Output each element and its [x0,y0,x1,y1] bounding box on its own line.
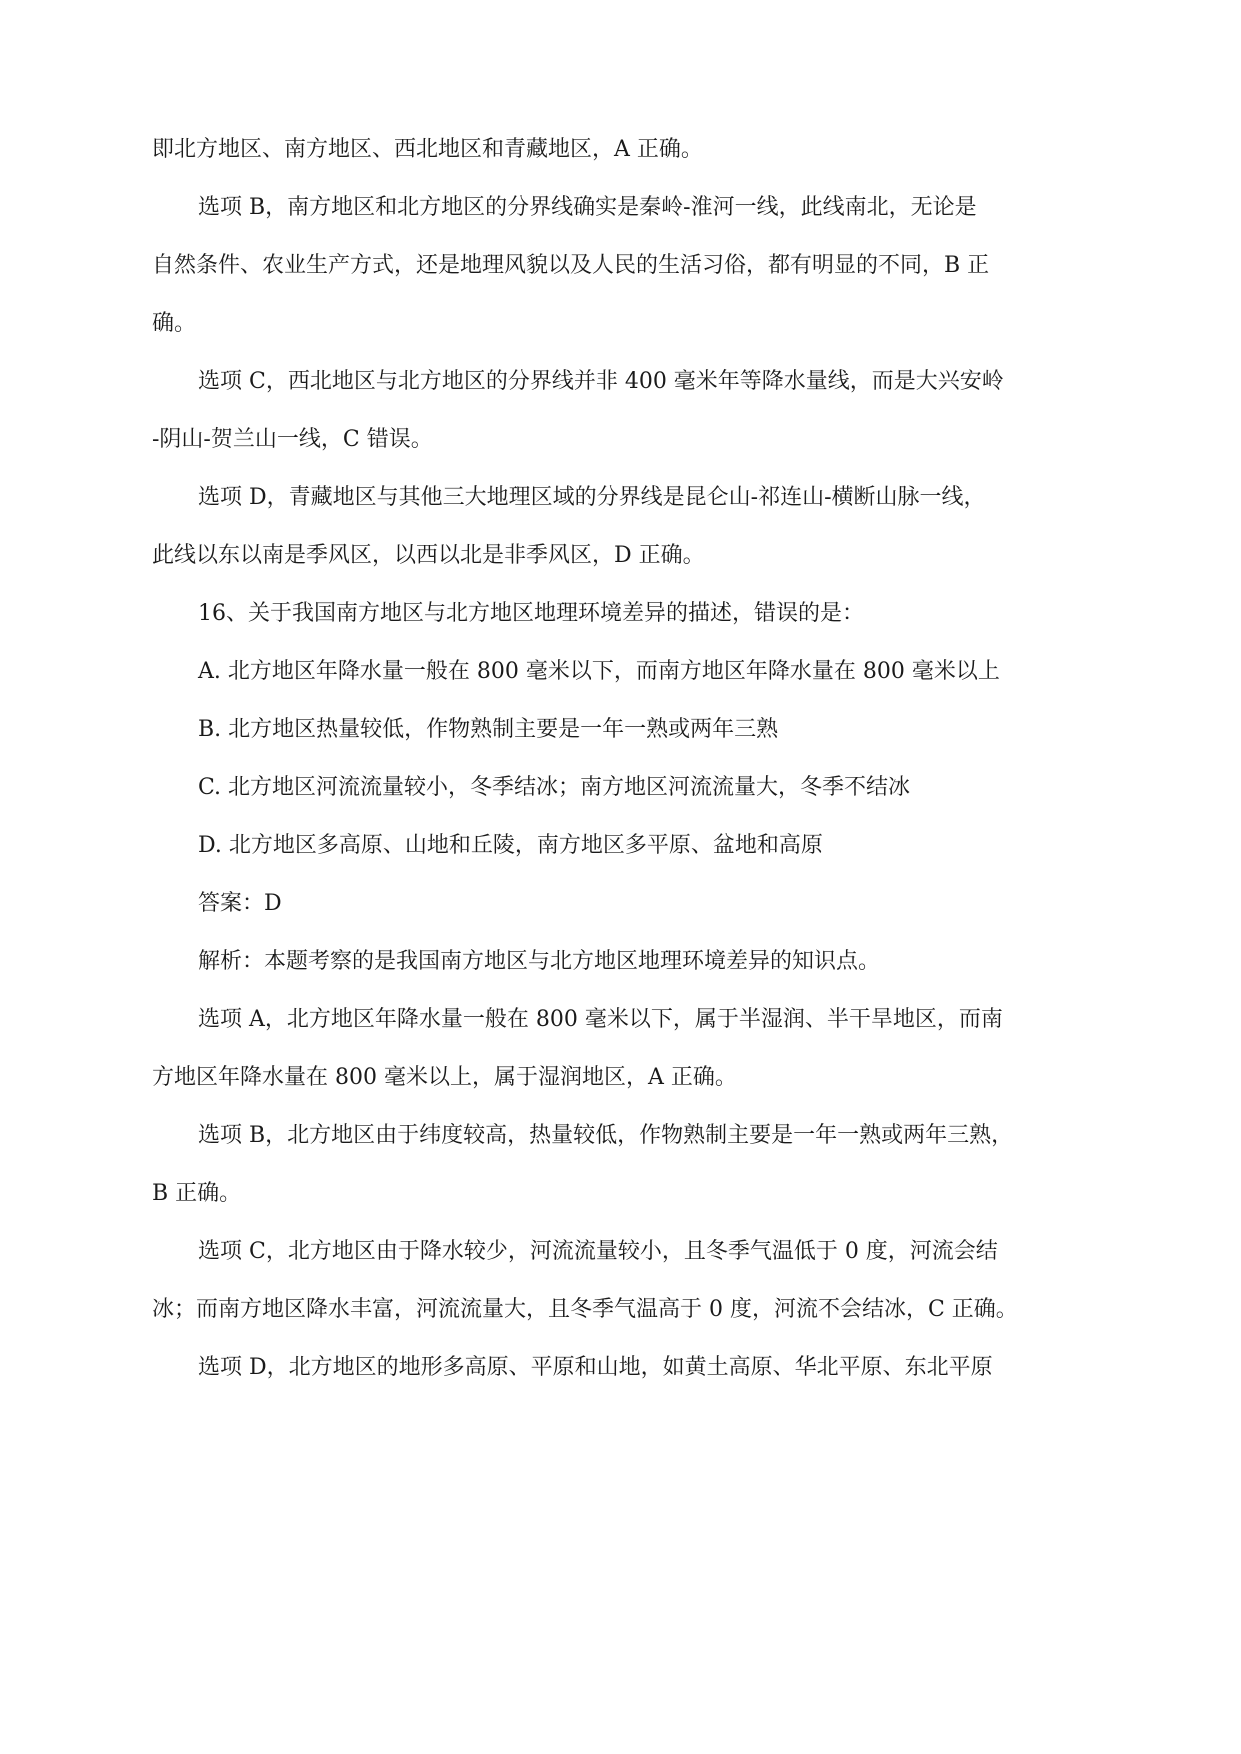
paragraph-line: 选项 B，南方地区和北方地区的分界线确实是秦岭-淮河一线，此线南北，无论是 [198,195,977,220]
paragraph-line: 选项 C，北方地区由于降水较少，河流流量较小，且冬季气温低于 0 度，河流会结 [198,1239,998,1264]
paragraph-line: 选项 B，北方地区由于纬度较高，热量较低，作物熟制主要是一年一熟或两年三熟， [198,1123,1014,1148]
paragraph-line: -阴山-贺兰山一线，C 错误。 [152,427,433,452]
option-d: D. 北方地区多高原、山地和丘陵，南方地区多平原、盆地和高原 [198,833,823,858]
paragraph-line: 选项 C，西北地区与北方地区的分界线并非 400 毫米年等降水量线，而是大兴安岭 [198,369,1004,394]
paragraph-line: 选项 A，北方地区年降水量一般在 800 毫米以下，属于半湿润、半干旱地区，而南 [198,1007,1003,1032]
paragraph-line: 此线以东以南是季风区，以西以北是非季风区，D 正确。 [152,543,705,568]
paragraph-line: 方地区年降水量在 800 毫米以上，属于湿润地区，A 正确。 [152,1065,737,1090]
paragraph-line: 自然条件、农业生产方式，还是地理风貌以及人民的生活习俗，都有明显的不同，B 正 [152,253,990,278]
option-b: B. 北方地区热量较低，作物熟制主要是一年一熟或两年三熟 [198,717,779,742]
paragraph-line: 选项 D，青藏地区与其他三大地理区域的分界线是昆仑山-祁连山-横断山脉一线， [198,485,986,510]
option-a: A. 北方地区年降水量一般在 800 毫米以下，而南方地区年降水量在 800 毫米以上 [198,659,1000,684]
option-c: C. 北方地区河流流量较小，冬季结冰；南方地区河流流量大，冬季不结冰 [198,775,911,800]
answer-line: 答案：D [198,891,282,916]
paragraph-line: 冰；而南方地区降水丰富，河流流量大，且冬季气温高于 0 度，河流不会结冰，C 正确。 [152,1297,1018,1322]
paragraph-line: B 正确。 [152,1181,242,1206]
paragraph-line: 即北方地区、南方地区、西北地区和青藏地区，A 正确。 [152,137,703,162]
paragraph-line: 确。 [152,311,197,336]
paragraph-line: 选项 D，北方地区的地形多高原、平原和山地，如黄土高原、华北平原、东北平原 [198,1355,993,1380]
question-stem: 16、关于我国南方地区与北方地区地理环境差异的描述，错误的是： [198,601,864,626]
analysis-line: 解析：本题考察的是我国南方地区与北方地区地理环境差异的知识点。 [198,949,881,974]
